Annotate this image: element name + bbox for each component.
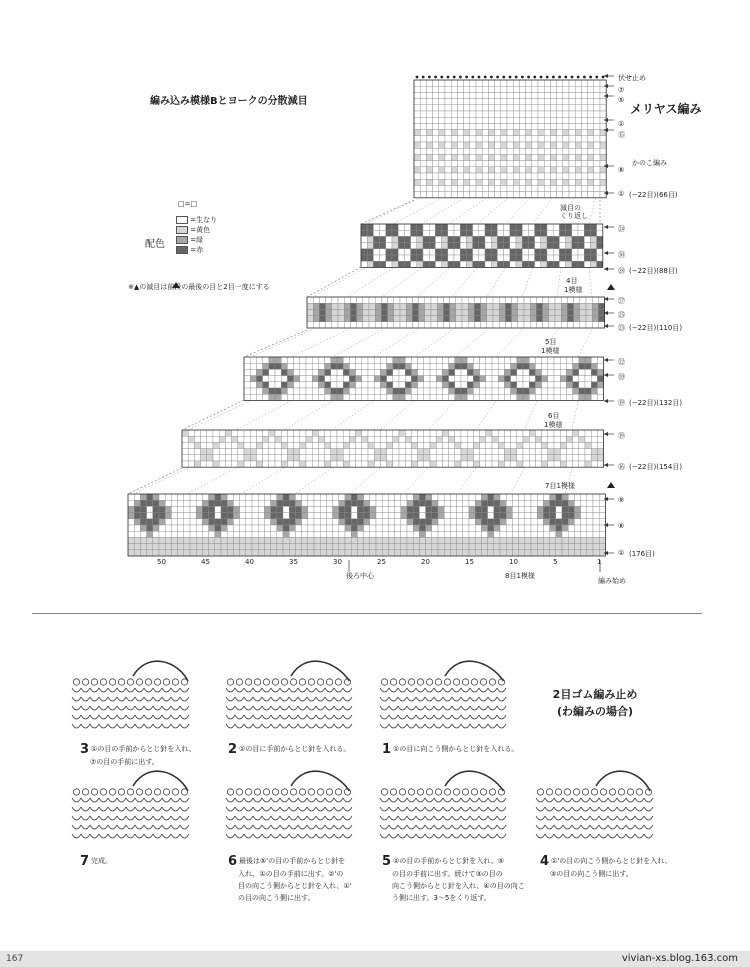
guide-line (188, 401, 250, 430)
bind-off-dot (540, 76, 543, 79)
row-arrow-head (604, 373, 608, 377)
guide-line (511, 468, 524, 494)
guide-line (524, 401, 537, 430)
step-5-caption: 5 ②の目の手前からとじ針を入れ、⑤ の目の手前に出す。続けて③の目の 向こう側からとじ針を入れ、④の目の向こ う側に出す。3〜5をくり返す。 (382, 854, 525, 902)
label-total: (176目) (629, 550, 655, 558)
axis-tick-label: 1 (597, 558, 602, 566)
step-6-num: 6 (228, 854, 238, 869)
rib-swatch-6 (226, 771, 352, 838)
bind-off-dot (478, 76, 481, 79)
label-r24: ㉔ (618, 225, 625, 233)
bind-off-dot (589, 76, 592, 79)
axis-tick-label: 40 (245, 558, 254, 566)
bind-off-dot (465, 76, 468, 79)
label-rep4: 4目 (566, 277, 578, 285)
guide-line (522, 268, 533, 297)
bind-off-dot (471, 76, 474, 79)
guide-line (496, 330, 522, 357)
guide-line (476, 401, 496, 430)
label-dec1: (−22目)(66目) (629, 191, 678, 199)
guide-line (291, 330, 347, 357)
bind-off-dot (502, 76, 505, 79)
label-r28: ㉘ (618, 267, 625, 275)
label-r23: ㉓ (618, 324, 625, 332)
label-bind-off: 伏せ止め (618, 74, 646, 82)
guide-line (380, 401, 414, 430)
guide-line (182, 400, 244, 430)
label-turn: 減目の (560, 204, 581, 212)
bind-off-dot (533, 76, 536, 79)
label-dec3: (−22目)(110目) (629, 324, 683, 332)
guide-line (417, 268, 449, 297)
bind-off-dot (459, 76, 462, 79)
label-r30: ㉚ (618, 251, 625, 259)
guide-line (589, 268, 592, 297)
guide-line (393, 198, 442, 224)
bind-off-dot (490, 76, 493, 79)
label-rep4b: 1模様 (564, 286, 583, 294)
rib-swatch-5 (380, 771, 506, 838)
rib-bindoff-subheading: (わ編みの場合) (556, 705, 634, 718)
bind-off-dot (558, 76, 561, 79)
bind-off-dot (521, 76, 524, 79)
bind-off-dot (453, 76, 456, 79)
swatch-red (176, 246, 188, 254)
rib-bindoff-heading: 2目ゴム編み止め (552, 688, 638, 701)
guide-line (236, 401, 291, 430)
guide-line (449, 198, 486, 224)
bind-off-dot (447, 76, 450, 79)
label-dec4: (−22目)(132目) (629, 399, 683, 407)
label-stockinette: メリヤス編み (630, 102, 702, 116)
guide-line (455, 330, 487, 357)
guide-line (533, 198, 552, 224)
label-start: 編み始め (598, 577, 626, 585)
guide-line (557, 268, 561, 297)
bind-off-dot (602, 76, 605, 79)
step-1-caption: 1 ①の目に向こう側からとじ針を入れる。 (382, 742, 519, 757)
guide-line (347, 268, 393, 297)
guide-line (578, 330, 592, 357)
legend-yellow: =黄色 (190, 226, 211, 234)
guide-line (133, 468, 188, 494)
step-3-caption: 3 ①の目の手前からとじ針を入れ、 ⑦の目の手前に出す。 (80, 742, 196, 766)
label-turn2: くり返し (560, 212, 588, 220)
section-divider (32, 613, 702, 614)
guide-line (589, 198, 596, 224)
row-arrow-head (604, 267, 608, 271)
color-legend (176, 215, 217, 255)
label-r9: ⑨ (618, 496, 625, 504)
decrease-note: ※▲の減目は前段の最後の目と2目一度にする (128, 283, 270, 291)
label-dec2: (−22目)(88目) (629, 267, 678, 275)
bind-off-dot (546, 76, 549, 79)
step-2-caption: 2 ①の目に手前からとじ針を入れる。 (228, 742, 351, 757)
step-6-caption: 6 最後は⑤'の目の手前からとじ針を 入れ、①の目の手前に出す。②'の 目の向こう側からとじ針を入れ、①' の目の向こう側に出す。 (228, 854, 352, 902)
axis-tick-label: 25 (377, 558, 386, 566)
guide-line (382, 268, 421, 297)
row-arrow-head (604, 251, 608, 255)
axis-tick-label: 30 (333, 558, 342, 566)
row-arrow-head (604, 358, 608, 362)
label-r25: ㉕ (618, 311, 625, 319)
label-r5: ⑤ (618, 96, 625, 104)
guide-line (332, 330, 382, 357)
legend-cream: =生なり (190, 216, 218, 224)
legend-single: □=□ (178, 200, 198, 208)
guide-line (414, 330, 452, 357)
guide-line (361, 200, 414, 224)
bind-off-dot (515, 76, 518, 79)
chart-band-top (414, 80, 606, 198)
axis-tick-label: 10 (509, 558, 518, 566)
label-r15: ⑮ (618, 131, 625, 139)
guide-line (295, 468, 332, 494)
row-arrow-head (604, 74, 608, 78)
guide-line (505, 198, 530, 224)
swatch-green (176, 236, 188, 244)
guide-line (244, 330, 307, 357)
bind-off-dot (595, 76, 598, 79)
row-arrow-head (604, 225, 608, 229)
axis-tick-label: 35 (289, 558, 298, 566)
label-r1b: ① (618, 190, 625, 198)
step-1-num: 1 (382, 742, 392, 757)
guide-line (241, 468, 284, 494)
swatch-yellow (176, 226, 188, 234)
guide-line (312, 268, 365, 297)
guide-line (452, 268, 477, 297)
guide-line (428, 401, 455, 430)
step-7-num: 7 (80, 854, 90, 869)
bind-off-dot (552, 76, 555, 79)
guide-line (373, 330, 417, 357)
label-dec5: (−22目)(154目) (629, 463, 683, 471)
guide-line (365, 198, 420, 224)
chart-band-2 (361, 224, 603, 267)
label-r16: ⑯ (618, 463, 625, 471)
site-watermark: vivian-xs.blog.163.com (621, 953, 738, 964)
guide-line (487, 268, 505, 297)
label-r22: ㉒ (618, 358, 625, 366)
label-center: 後ろ中心 (346, 572, 374, 580)
bind-off-dot (428, 76, 431, 79)
chart-band-5 (182, 430, 604, 467)
chart-band-6 (128, 494, 605, 556)
label-r27: ㉗ (618, 297, 625, 305)
guide-line (332, 401, 373, 430)
guide-line (421, 198, 464, 224)
guide-line (572, 401, 578, 430)
guide-line (187, 468, 236, 494)
legend-heading: 配色 (145, 239, 165, 250)
legend-green: =緑 (190, 236, 204, 244)
row-arrow-head (604, 432, 608, 436)
axis-tick-label: 15 (465, 558, 474, 566)
swatch-cream (176, 216, 188, 224)
guide-line (457, 468, 476, 494)
bind-off-dot (416, 76, 419, 79)
legend-red: =赤 (190, 246, 204, 254)
step-3-num: 3 (80, 742, 90, 757)
step-7-caption: 7 完成。 (80, 854, 113, 869)
guide-line (307, 267, 361, 297)
step-4-caption: 4 ①'の目の向こう側からとじ針を入れ、 ③の目の向こう側に出す。 (540, 854, 672, 878)
label-rep7: 7目1模様 (545, 482, 575, 490)
chart-band-3 (307, 297, 605, 328)
bind-off-dot (440, 76, 443, 79)
step-4-num: 4 (540, 854, 550, 869)
row-arrow-head (604, 399, 608, 403)
bind-off-dot (527, 76, 530, 79)
axis-tick-label: 45 (201, 558, 210, 566)
rib-swatch-1 (380, 661, 506, 728)
label-r8: ⑧ (618, 166, 625, 174)
bind-off-dot (496, 76, 499, 79)
guide-line (477, 198, 508, 224)
rib-swatch-7 (72, 771, 189, 838)
step-5-num: 5 (382, 854, 392, 869)
decrease-triangle (607, 284, 615, 290)
row-arrow-head (604, 463, 608, 467)
label-r1c: ① (618, 549, 625, 557)
label-garter: かのこ編み (632, 159, 667, 167)
bind-off-dot (422, 76, 425, 79)
axis-tick-label: 50 (157, 558, 166, 566)
rib-swatch-2 (226, 661, 352, 728)
bind-off-dot (509, 76, 512, 79)
guide-line (128, 468, 182, 494)
label-rep5: 5目 (545, 338, 557, 346)
label-r1: ① (618, 120, 625, 128)
bind-off-dot (484, 76, 487, 79)
page-number: 167 (6, 954, 24, 964)
axis-tick-label: 20 (421, 558, 430, 566)
rib-swatch-4 (536, 771, 653, 838)
guide-line (403, 468, 428, 494)
guide-line (349, 468, 380, 494)
axis-tick-label: 5 (553, 558, 558, 566)
guide-line (284, 401, 332, 430)
label-rep6b: 1模様 (544, 421, 563, 429)
step-2-num: 2 (228, 742, 238, 757)
label-r8b: ⑧ (618, 522, 625, 530)
bind-off-dot (577, 76, 580, 79)
label-rep6: 6目 (548, 412, 560, 420)
bind-off-dot (583, 76, 586, 79)
label-r20: ⑳ (618, 373, 625, 381)
label-r19b: ⑲ (618, 432, 625, 440)
label-r19: ⑲ (618, 399, 625, 407)
chart-title: 編み込み模様Bとヨークの分散減目 (150, 96, 308, 107)
decrease-triangle (607, 482, 615, 488)
label-rep5b: 1模様 (541, 347, 560, 355)
label-r7: ⑦ (618, 86, 625, 94)
bind-off-dot (571, 76, 574, 79)
bind-off-dot (564, 76, 567, 79)
guide-line (250, 330, 312, 357)
bind-off-dot (434, 76, 437, 79)
label-rep8: 8目1模様 (505, 572, 535, 580)
chart-band-4 (244, 357, 604, 400)
rib-swatch-3 (72, 661, 189, 728)
